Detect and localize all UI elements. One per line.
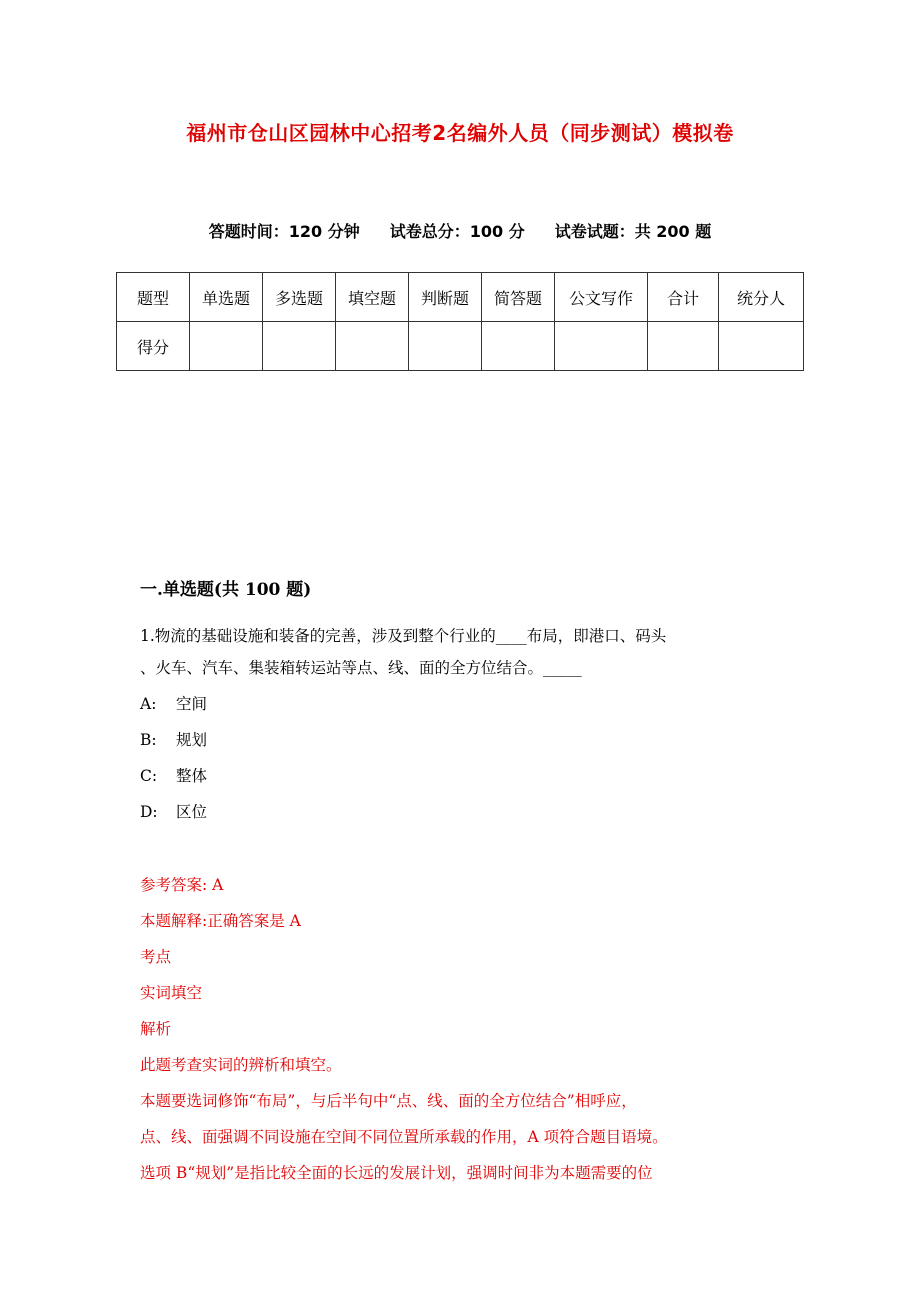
header-cell: 判断题 bbox=[409, 273, 482, 322]
score-cell bbox=[555, 322, 648, 371]
score-cell bbox=[482, 322, 555, 371]
option-letter: D: bbox=[140, 803, 158, 821]
header-cell: 公文写作 bbox=[555, 273, 648, 322]
kaodian-value: 实词填空 bbox=[140, 984, 203, 1002]
score-table bbox=[116, 272, 804, 371]
option-letter: B: bbox=[140, 731, 157, 749]
exam-total-score: 试卷总分：100 分 bbox=[389, 222, 525, 241]
option-text: 空间 bbox=[176, 695, 208, 713]
header-cell: 单选题 bbox=[190, 273, 263, 322]
analysis-paragraph-2: 本题要选词修饰“布局”，与后半句中“点、线、面的全方位结合”相呼应， bbox=[140, 1092, 637, 1110]
option-d bbox=[140, 798, 207, 826]
header-cell: 合计 bbox=[648, 273, 719, 322]
option-text: 整体 bbox=[176, 767, 208, 785]
header-cell: 题型 bbox=[117, 273, 190, 322]
section-title: 一.单选题(共 100 题) bbox=[140, 580, 312, 600]
score-cell bbox=[409, 322, 482, 371]
header-cell: 多选题 bbox=[263, 273, 336, 322]
answer-explanation: 本题解释:正确答案是 A bbox=[140, 912, 301, 930]
exam-info bbox=[0, 220, 920, 244]
question-line-2: 、火车、汽车、集装箱转运站等点、线、面的全方位结合。_____ bbox=[140, 659, 582, 677]
header-cell: 统分人 bbox=[719, 273, 804, 322]
option-text: 规划 bbox=[176, 731, 208, 749]
question-line-1: 1.物流的基础设施和装备的完善，涉及到整个行业的____布局，即港口、码头 bbox=[140, 627, 667, 645]
reference-answer: 参考答案: A bbox=[140, 876, 224, 894]
header-cell: 填空题 bbox=[336, 273, 409, 322]
score-cell bbox=[719, 322, 804, 371]
option-text: 区位 bbox=[176, 803, 208, 821]
exam-time: 答题时间：120 分钟 bbox=[208, 222, 360, 241]
document-title: 福州市仓山区园林中心招考2名编外人员（同步测试）模拟卷 bbox=[186, 121, 734, 145]
exam-question-count: 试卷试题：共 200 题 bbox=[554, 222, 712, 241]
score-cell bbox=[263, 322, 336, 371]
analysis-paragraph-3: 点、线、面强调不同设施在空间不同位置所承载的作用，A 项符合题目语境。 bbox=[140, 1128, 668, 1146]
analysis-paragraph-1: 此题考查实词的辨析和填空。 bbox=[140, 1056, 342, 1074]
score-table-header-row bbox=[117, 273, 804, 322]
score-cell bbox=[336, 322, 409, 371]
score-cell bbox=[648, 322, 719, 371]
kaodian-label: 考点 bbox=[140, 948, 172, 966]
analysis-paragraph-4: 选项 B“规划”是指比较全面的长远的发展计划，强调时间非为本题需要的位 bbox=[140, 1164, 653, 1182]
jiexi-label: 解析 bbox=[140, 1020, 172, 1038]
option-b bbox=[140, 726, 207, 754]
score-table-score-row bbox=[117, 322, 804, 371]
score-cell bbox=[190, 322, 263, 371]
option-letter: C: bbox=[140, 767, 158, 785]
option-c bbox=[140, 762, 207, 790]
header-cell: 简答题 bbox=[482, 273, 555, 322]
row-label-cell: 得分 bbox=[117, 322, 190, 371]
option-letter: A: bbox=[140, 695, 157, 713]
option-a bbox=[140, 690, 207, 718]
question-stem bbox=[140, 618, 780, 686]
